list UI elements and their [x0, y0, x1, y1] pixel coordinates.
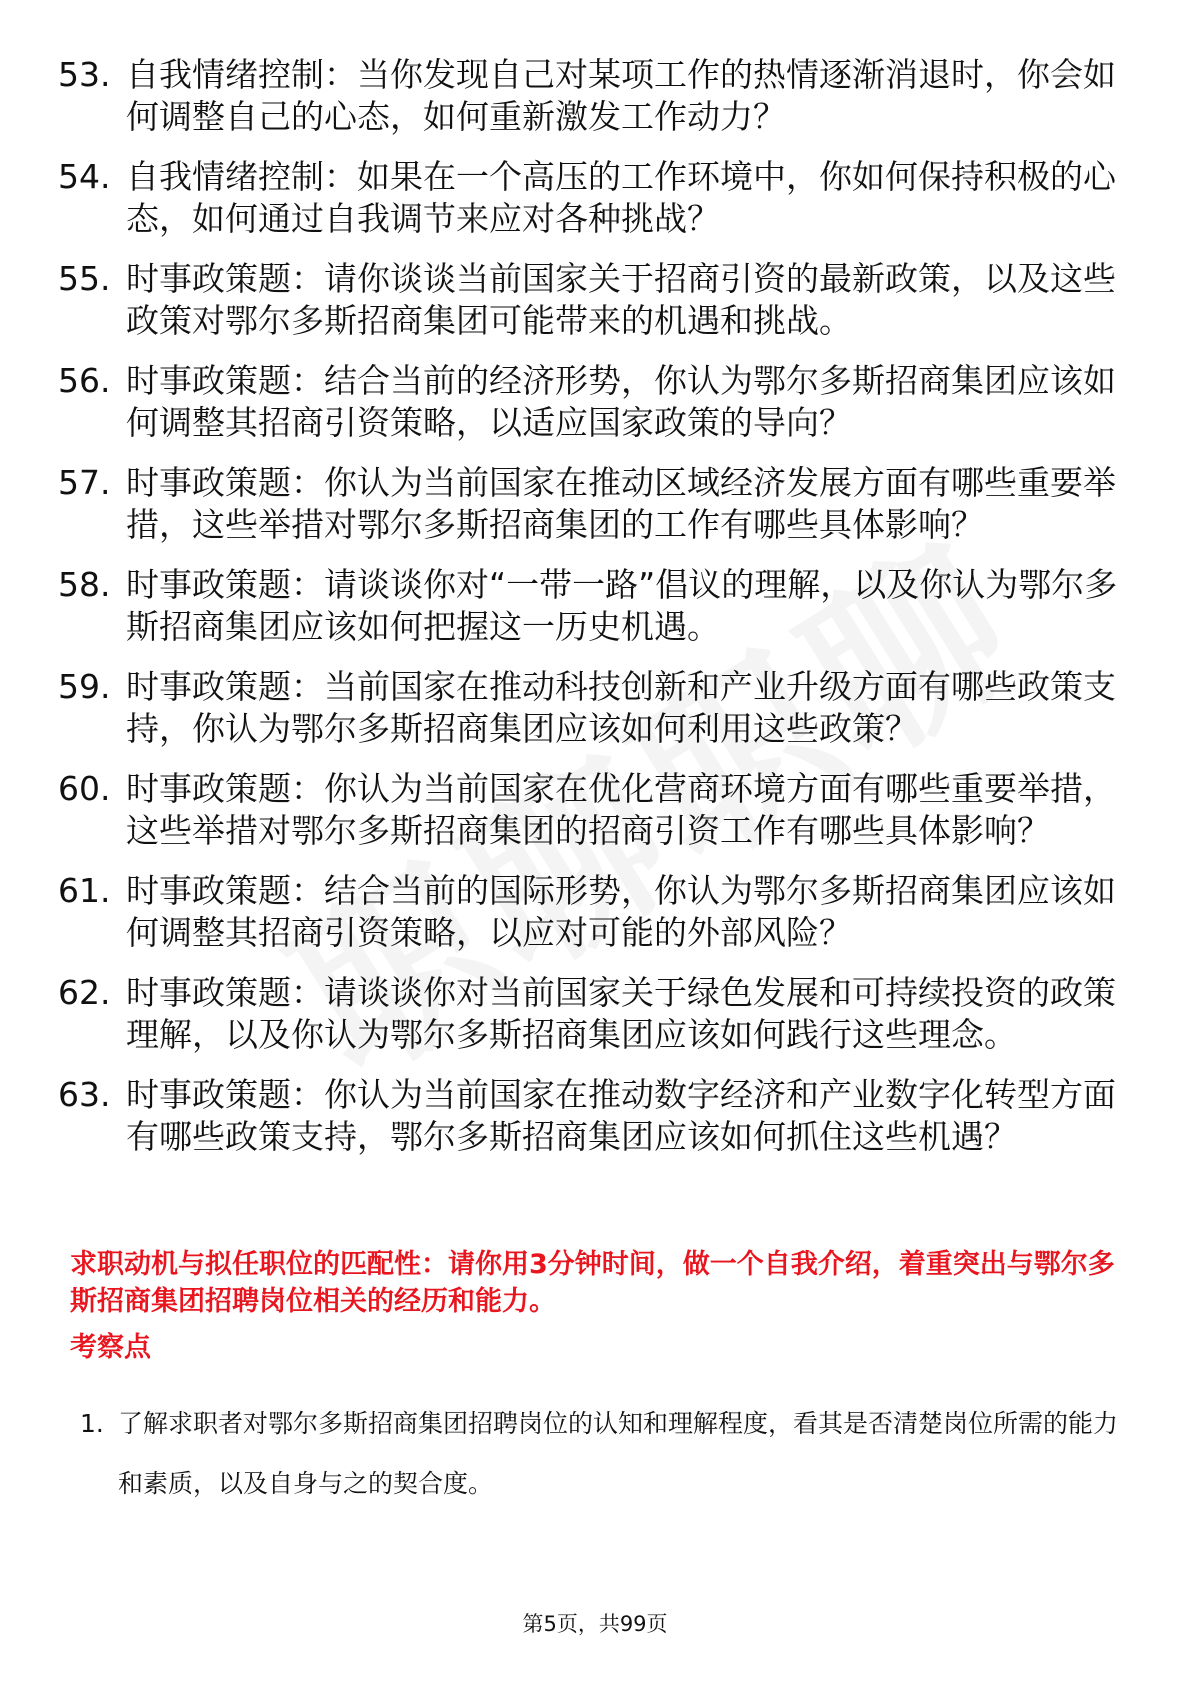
question-item: [58, 54, 1118, 138]
question-number: 57.: [58, 463, 111, 502]
question-text: 时事政策题：结合当前的国际形势，你认为鄂尔多斯招商集团应该如何调整其招商引资策略，以应对可能的外部风险？: [126, 871, 1116, 952]
question-item: [58, 1074, 1118, 1158]
question-number: 59.: [58, 667, 111, 706]
question-text: 时事政策题：你认为当前国家在推动区域经济发展方面有哪些重要举措，这些举措对鄂尔多斯招商集团的工作有哪些具体影响？: [126, 463, 1116, 544]
question-number: 53.: [58, 55, 111, 94]
question-item: [58, 768, 1118, 852]
question-text: 时事政策题：请谈谈你对当前国家关于绿色发展和可持续投资的政策理解，以及你认为鄂尔多斯招商集团应该如何践行这些理念。: [126, 973, 1116, 1054]
section-title: 考察点: [70, 1332, 151, 1363]
page-footer: 第5页，共99页: [522, 1612, 668, 1636]
question-number: 54.: [58, 157, 111, 196]
question-text: 时事政策题：请谈谈你对“一带一路”倡议的理解，以及你认为鄂尔多斯招商集团应该如何把握这一历史机遇。: [126, 565, 1118, 646]
question-number: 55.: [58, 259, 111, 298]
question-text: 时事政策题：结合当前的经济形势，你认为鄂尔多斯招商集团应该如何调整其招商引资策略，以适应国家政策的导向？: [126, 361, 1116, 442]
question-item: [58, 870, 1118, 954]
assessment-point-list: [80, 1394, 1120, 1514]
question-text: 时事政策题：你认为当前国家在推动数字经济和产业数字化转型方面有哪些政策支持，鄂尔多斯招商集团应该如何抓住这些机遇？: [126, 1075, 1116, 1156]
question-number: 61.: [58, 871, 111, 910]
highlight-question: 求职动机与拟任职位的匹配性：请你用3分钟时间，做一个自我介绍，着重突出与鄂尔多斯招商集团招聘岗位相关的经历和能力。: [70, 1249, 1115, 1317]
point-number: 1.: [80, 1409, 104, 1438]
question-text: 时事政策题：你认为当前国家在优化营商环境方面有哪些重要举措，这些举措对鄂尔多斯招商集团的招商引资工作有哪些具体影响？: [126, 769, 1116, 850]
question-number: 62.: [58, 973, 111, 1012]
point-text: 了解求职者对鄂尔多斯招商集团招聘岗位的认知和理解程度，看其是否清楚岗位所需的能力和素质，以及自身与之的契合度。: [118, 1409, 1119, 1498]
question-number: 60.: [58, 769, 111, 808]
question-item: [58, 972, 1118, 1056]
question-text: 自我情绪控制：如果在一个高压的工作环境中，你如何保持积极的心态，如何通过自我调节来应对各种挑战？: [126, 157, 1116, 238]
question-text: 时事政策题：请你谈谈当前国家关于招商引资的最新政策，以及这些政策对鄂尔多斯招商集团可能带来的机遇和挑战。: [126, 259, 1116, 340]
question-number: 58.: [58, 565, 111, 604]
question-item: [58, 258, 1118, 342]
question-number: 56.: [58, 361, 111, 400]
question-number: 63.: [58, 1075, 111, 1114]
question-text: 自我情绪控制：当你发现自己对某项工作的热情逐渐消退时，你会如何调整自己的心态，如何重新激发工作动力？: [126, 55, 1116, 136]
assessment-point: [80, 1394, 1120, 1514]
question-item: [58, 156, 1118, 240]
question-item: [58, 564, 1118, 648]
question-item: [58, 462, 1118, 546]
question-item: [58, 666, 1118, 750]
question-text: 时事政策题：当前国家在推动科技创新和产业升级方面有哪些政策支持，你认为鄂尔多斯招商集团应该如何利用这些政策？: [126, 667, 1116, 748]
question-item: [58, 360, 1118, 444]
question-list: [58, 54, 1118, 1176]
